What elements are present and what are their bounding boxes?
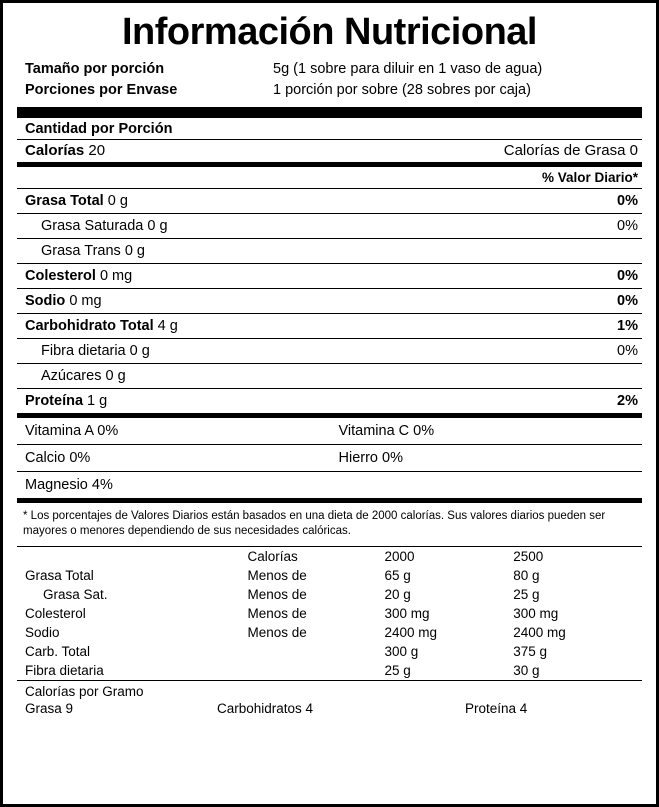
table-row <box>17 566 642 585</box>
nutrient-name <box>25 393 107 409</box>
nutrient-label: Colesterol <box>25 267 96 284</box>
divider-thick-top <box>17 107 642 118</box>
nutrient-row <box>17 289 642 313</box>
dv-condition <box>247 661 384 680</box>
dv-value-2000: 25 g <box>384 662 411 678</box>
calories-per-gram-row <box>17 700 642 718</box>
nutrient-row <box>17 214 642 238</box>
nutrient-value: 0 g <box>124 242 145 259</box>
nutrient-percent: 2% <box>617 392 638 409</box>
amount-per-serving-heading: Cantidad por Porción <box>25 120 173 137</box>
table-row <box>17 661 642 680</box>
dv-name: Sodio <box>25 624 60 640</box>
nutrient-value: 0 mg <box>99 267 133 284</box>
nutrient-label: Proteína <box>25 392 84 409</box>
table-row <box>17 585 642 604</box>
dv-name: Carb. Total <box>25 643 91 659</box>
dv-header-calories: Calorías <box>247 548 298 564</box>
dv-value-2500: 25 g <box>513 586 540 602</box>
dv-header-2500: 2500 <box>513 548 544 564</box>
vitamin-right: Vitamina C 0% <box>338 422 435 439</box>
nutrient-percent: 0% <box>617 292 638 309</box>
calories-value: 20 <box>88 141 106 159</box>
vitamin-list <box>17 418 642 498</box>
vitamin-row <box>17 445 642 471</box>
nutrient-value: 0 g <box>107 192 128 209</box>
dv-value-2000: 65 g <box>384 567 411 583</box>
dv-value-2500: 30 g <box>513 662 540 678</box>
nutrient-value: 0 g <box>129 342 150 359</box>
calories-from-fat-label: Calorías de Grasa <box>503 141 626 159</box>
nutrient-name <box>25 343 150 359</box>
dv-condition: Menos de <box>247 567 307 583</box>
nutrient-percent: 0% <box>617 217 638 234</box>
table-header-row <box>17 547 642 566</box>
calories-per-gram-fat: Grasa 9 <box>25 700 74 716</box>
dv-value-2500: 2400 mg <box>513 624 566 640</box>
dv-condition: Menos de <box>247 624 307 640</box>
calories-from-fat-value: 0 <box>629 141 638 159</box>
dv-condition <box>247 642 384 661</box>
nutrient-name <box>25 243 145 259</box>
nutrient-row <box>17 314 642 338</box>
nutrient-percent: 1% <box>617 317 638 334</box>
nutrient-label: Sodio <box>25 292 66 309</box>
dv-name: Grasa Total <box>25 567 94 583</box>
servings-per-container-row <box>25 80 638 101</box>
calories-label: Calorías <box>25 141 85 159</box>
dv-value-2500: 375 g <box>513 643 548 659</box>
nutrient-label: Grasa Trans <box>41 242 121 259</box>
dv-name: Colesterol <box>25 605 86 621</box>
nutrient-name <box>25 193 128 209</box>
dv-value-2500: 80 g <box>513 567 540 583</box>
daily-value-header: % Valor Diario* <box>541 169 638 185</box>
page-title: Información Nutricional <box>122 11 537 53</box>
nutrient-name <box>25 368 126 384</box>
serving-size-value: 5g (1 sobre para diluir en 1 vaso de agua) <box>273 60 543 77</box>
servings-per-container-value: 1 porción por sobre (28 sobres por caja) <box>273 81 531 98</box>
table-row <box>17 642 642 661</box>
nutrient-name <box>25 268 132 284</box>
nutrient-value: 0 g <box>147 217 168 234</box>
nutrient-value: 0 g <box>105 367 126 384</box>
nutrient-value: 4 g <box>157 317 178 334</box>
table-row <box>17 623 642 642</box>
nutrient-name <box>25 318 178 334</box>
dv-condition: Menos de <box>247 605 307 621</box>
nutrient-percent: 0% <box>617 192 638 209</box>
dv-name: Grasa Sat. <box>43 586 108 602</box>
nutrient-label: Grasa Total <box>25 192 104 209</box>
table-row <box>17 604 642 623</box>
nutrient-name <box>25 218 168 234</box>
nutrient-row <box>17 239 642 263</box>
dv-value-2000: 300 mg <box>384 605 430 621</box>
nutrient-row <box>17 364 642 388</box>
vitamin-right: Hierro 0% <box>338 449 403 466</box>
dv-value-2000: 20 g <box>384 586 411 602</box>
vitamin-left: Vitamina A 0% <box>25 422 119 439</box>
nutrient-value: 1 g <box>87 392 108 409</box>
nutrient-row <box>17 189 642 213</box>
dv-header-blank <box>17 547 247 566</box>
dv-value-2500: 300 mg <box>513 605 559 621</box>
daily-value-footnote: * Los porcentajes de Valores Diarios están basados en una dieta de 2000 calorías. Sus valores diarios pueden ser mayores o menores dependiendo de sus necesidades calóricas. <box>23 509 606 538</box>
calories-per-gram-protein: Proteína 4 <box>465 700 528 716</box>
calories-left <box>25 142 105 159</box>
dv-value-2000: 2400 mg <box>384 624 438 640</box>
dv-name: Fibra dietaria <box>25 662 104 678</box>
servings-per-container-label: Porciones por Envase <box>25 81 178 98</box>
vitamin-left: Calcio 0% <box>25 449 91 466</box>
nutrient-row <box>17 389 642 413</box>
calories-right <box>504 142 638 159</box>
nutrient-label: Azúcares <box>41 367 102 384</box>
nutrient-percent: 0% <box>617 342 638 359</box>
nutrient-label: Grasa Saturada <box>41 217 144 234</box>
calories-per-gram-title: Calorías por Gramo <box>25 683 144 699</box>
nutrient-value: 0 mg <box>69 292 102 309</box>
calories-per-gram-carbs: Carbohidratos 4 <box>217 700 314 716</box>
vitamin-row <box>17 418 642 444</box>
nutrient-list <box>17 189 642 413</box>
serving-size-row <box>25 59 638 80</box>
nutrient-label: Fibra dietaria <box>41 342 126 359</box>
daily-values-table <box>17 547 642 680</box>
serving-information <box>17 59 642 105</box>
calories-row <box>17 140 642 162</box>
nutrient-name <box>25 293 102 309</box>
nutrient-row <box>17 339 642 363</box>
nutrient-percent: 0% <box>617 267 638 284</box>
vitamin-right <box>325 477 639 493</box>
nutrient-label: Carbohidrato Total <box>25 317 154 334</box>
vitamin-left: Magnesio 4% <box>25 476 113 493</box>
dv-header-2000: 2000 <box>384 548 415 564</box>
nutrient-row <box>17 264 642 288</box>
vitamin-row <box>17 472 642 498</box>
serving-size-label: Tamaño por porción <box>25 60 165 77</box>
dv-value-2000: 300 g <box>384 643 419 659</box>
dv-condition: Menos de <box>247 586 307 602</box>
